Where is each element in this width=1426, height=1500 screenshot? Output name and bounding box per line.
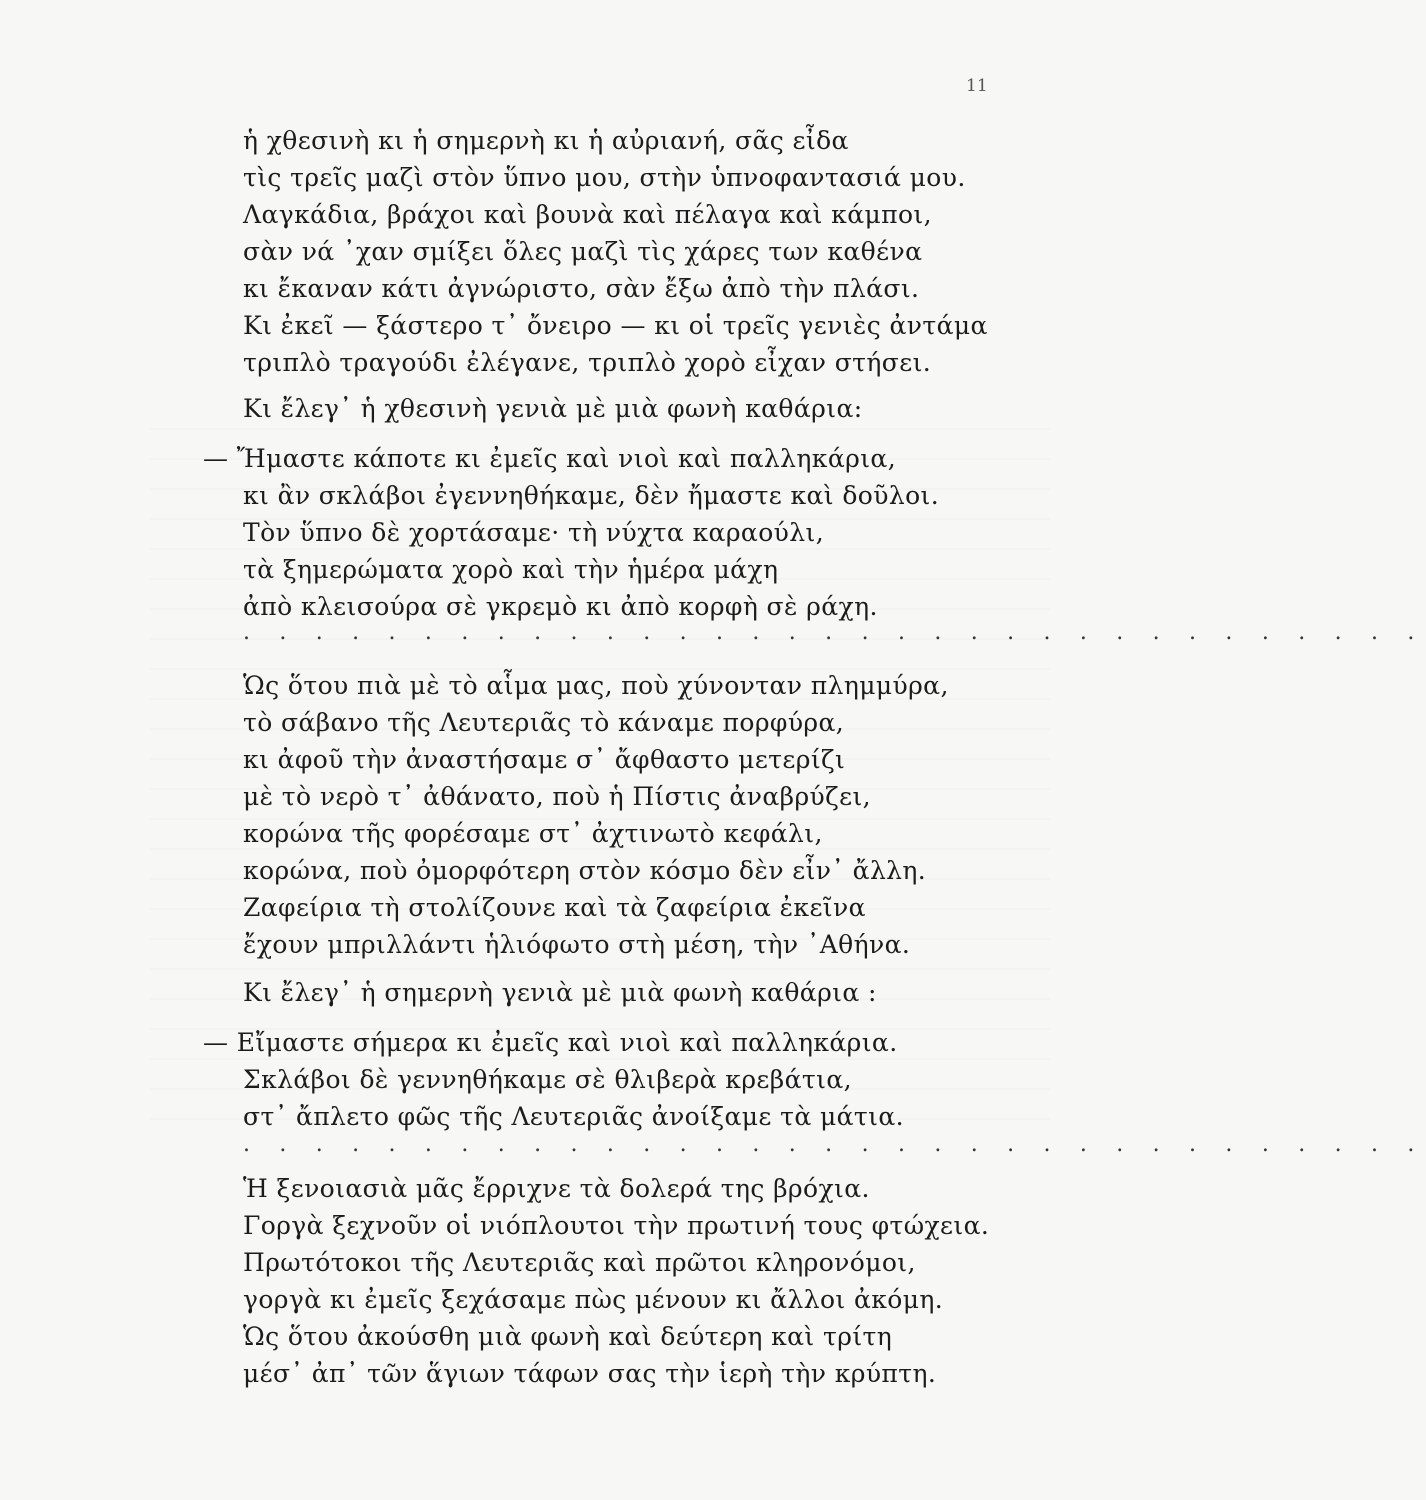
- poem-line: Κι ἐκεῖ — ξάστερο τ᾽ ὄνειρο — κι οἱ τρεῖς γενιὲς ἀντάμα: [243, 311, 988, 340]
- poem-line: — Ἤμαστε κάποτε κι ἐμεῖς καὶ νιοὶ καὶ παλληκάρια,: [203, 444, 897, 473]
- poem-line: σὰν νά ᾽χαν σμίξει ὅλες μαζὶ τὶς χάρες των καθένα: [243, 237, 923, 266]
- poem-line: ἀπὸ κλεισούρα σὲ γκρεμὸ κι ἀπὸ κορφὴ σὲ ράχη.: [243, 592, 878, 621]
- poem-line: κορώνα τῆς φορέσαμε στ᾽ ἀχτινωτὸ κεφάλι,: [243, 819, 823, 848]
- poem-line: μέσ᾽ ἀπ᾽ τῶν ἅγιων τάφων σας τὴν ἱερὴ τὴν κρύπτη.: [243, 1359, 937, 1388]
- poem-line: κι ἀφοῦ τὴν ἀναστήσαμε σ᾽ ἄφθαστο μετερίζι: [243, 745, 846, 774]
- ellipsis-row: . . . . . . . . . . . . . . . . . . . . . . . . . . . . . . . . .: [243, 1132, 1426, 1157]
- poem-line: Πρωτότοκοι τῆς Λευτεριᾶς καὶ πρῶτοι κληρονόμοι,: [243, 1248, 916, 1277]
- poem-line: Γοργὰ ξεχνοῦν οἱ νιόπλουτοι τὴν πρωτινή τους φτώχεια.: [243, 1211, 990, 1240]
- poem-line: Ζαφείρια τὴ στολίζουνε καὶ τὰ ζαφείρια ἐκεῖνα: [243, 893, 866, 922]
- poem-line: — Εἴμαστε σήμερα κι ἐμεῖς καὶ νιοὶ καὶ παλληκάρια.: [203, 1028, 898, 1057]
- poem-line: μὲ τὸ νερὸ τ᾽ ἀθάνατο, ποὺ ἡ Πίστις ἀναβρύζει,: [243, 782, 871, 811]
- poem-line: Λαγκάδια, βράχοι καὶ βουνὰ καὶ πέλαγα καὶ κάμποι,: [243, 200, 932, 229]
- poem-line: κι ἔκαναν κάτι ἀγνώριστο, σὰν ἔξω ἀπὸ τὴν πλάσι.: [243, 274, 920, 303]
- poem-line: Ὡς ὅτου ἀκούσθη μιὰ φωνὴ καὶ δεύτερη καὶ τρίτη: [243, 1322, 893, 1351]
- poem-line: ἡ χθεσινὴ κι ἡ σημερνὴ κι ἡ αὐριανή, σᾶς εἶδα: [243, 126, 849, 155]
- poem-line: Κι ἔλεγ᾽ ἡ σημερνὴ γενιὰ μὲ μιὰ φωνὴ καθάρια :: [243, 978, 877, 1007]
- poem-line: τὰ ξημερώματα χορὸ καὶ τὴν ἡμέρα μάχη: [243, 555, 779, 584]
- poem-line: ἔχουν μπριλλάντι ἡλιόφωτο στὴ μέση, τὴν ᾽Αθήνα.: [243, 930, 911, 959]
- poem-line: Ἡ ξενοιασιὰ μᾶς ἔρριχνε τὰ δολερά της βρόχια.: [243, 1174, 870, 1203]
- poem-line: Σκλάβοι δὲ γεννηθήκαμε σὲ θλιβερὰ κρεβάτια,: [243, 1065, 852, 1094]
- poem-line: τὶς τρεῖς μαζὶ στὸν ὕπνο μου, στὴν ὑπνοφαντασιά μου.: [243, 163, 966, 192]
- poem-line: τριπλὸ τραγούδι ἐλέγανε, τριπλὸ χορὸ εἶχαν στήσει.: [243, 348, 932, 377]
- ellipsis-row: . . . . . . . . . . . . . . . . . . . . . . . . . . . . . . . . .: [243, 620, 1426, 645]
- poem-line: Κι ἔλεγ᾽ ἡ χθεσινὴ γενιὰ μὲ μιὰ φωνὴ καθάρια:: [243, 394, 863, 423]
- poem-line: Ὡς ὅτου πιὰ μὲ τὸ αἷμα μας, ποὺ χύνονταν πλημμύρα,: [243, 671, 949, 700]
- poem-line: γοργὰ κι ἐμεῖς ξεχάσαμε πὼς μένουν κι ἄλλοι ἀκόμη.: [243, 1285, 944, 1314]
- poem-line: στ᾽ ἄπλετο φῶς τῆς Λευτεριᾶς ἀνοίξαμε τὰ μάτια.: [243, 1102, 904, 1131]
- poem-line: κορώνα, ποὺ ὀμορφότερη στὸν κόσμο δὲν εἶν᾽ ἄλλη.: [243, 856, 927, 885]
- poem-line: τὸ σάβανο τῆς Λευτεριᾶς τὸ κάναμε πορφύρα,: [243, 708, 845, 737]
- page-number: 11: [966, 76, 988, 96]
- poem-line: Τὸν ὕπνο δὲ χορτάσαμε· τὴ νύχτα καραούλι,: [243, 518, 825, 547]
- poem-line: κι ἂν σκλάβοι ἐγεννηθήκαμε, δὲν ἤμαστε καὶ δοῦλοι.: [243, 481, 940, 510]
